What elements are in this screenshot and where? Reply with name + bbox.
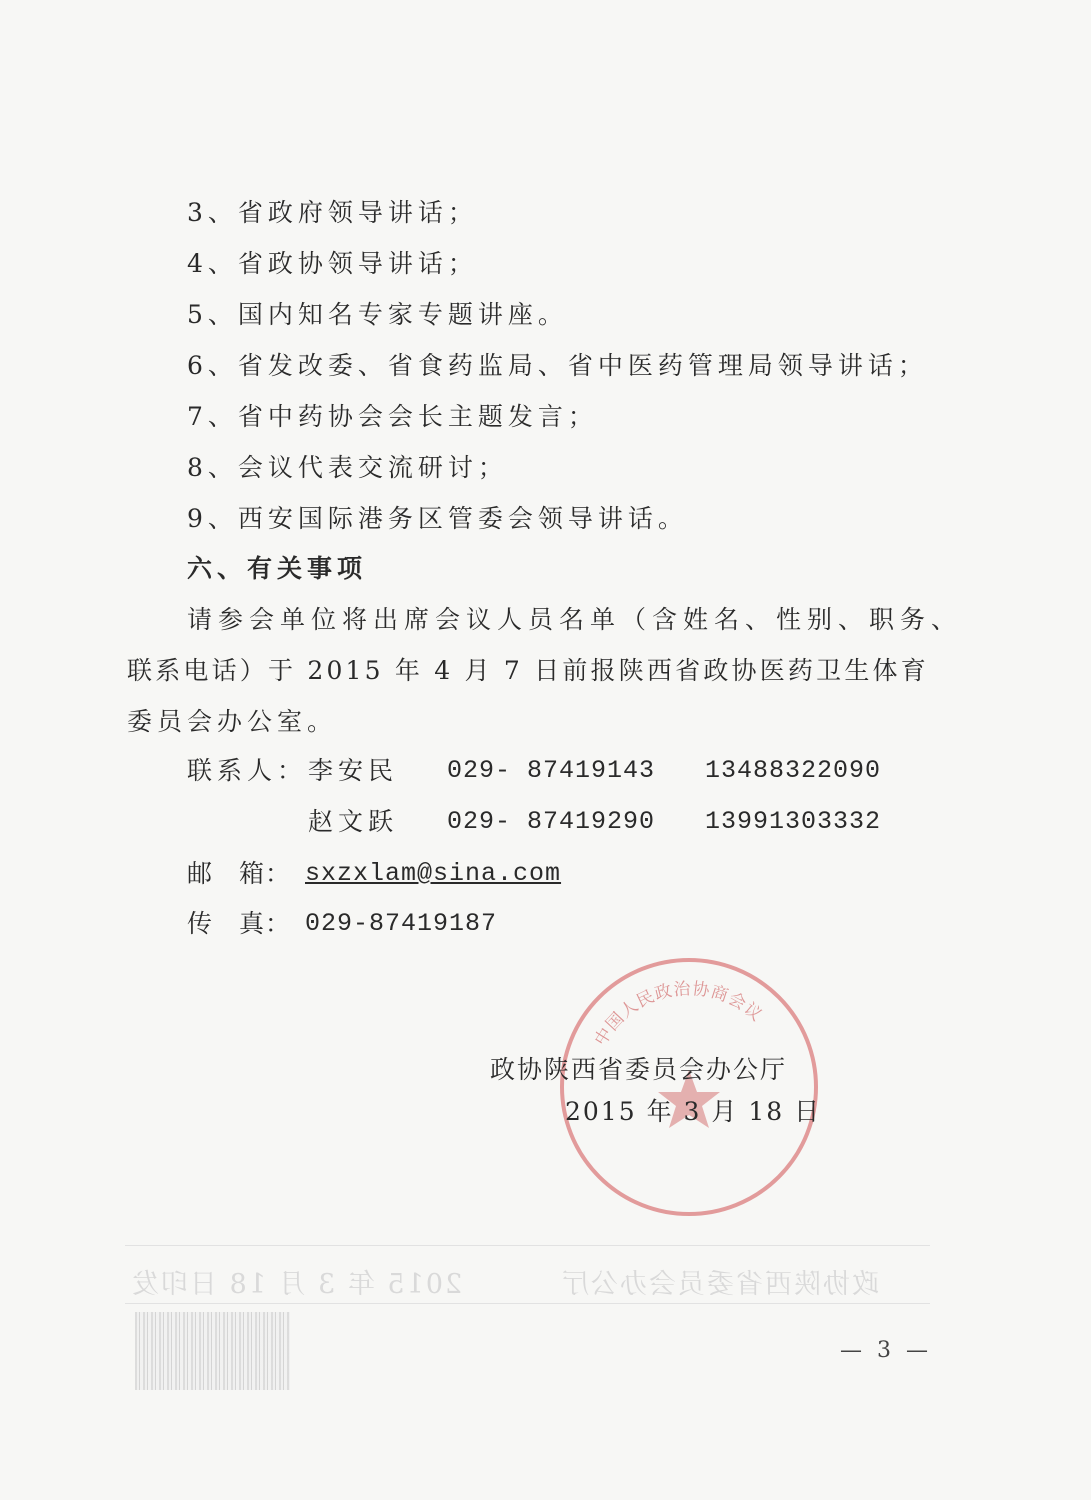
paragraph-line: 请参会单位将出席会议人员名单（含姓名、性别、职务、	[187, 605, 963, 634]
fax-label: 传 真：	[187, 909, 292, 938]
page-number: — 3 —	[840, 1338, 932, 1363]
contact-mobile: 13991303332	[705, 807, 882, 836]
agenda-item: 3、省政府领导讲话；	[187, 198, 478, 227]
paragraph-line: 联系电话）于 2015 年 4 月 7 日前报陕西省政协医药卫生体育	[127, 656, 929, 685]
bleed-through-date: 2015 年 3 月 18 日印发	[130, 1269, 463, 1300]
bleed-through-org: 政协陕西省委员会办公厅	[560, 1269, 879, 1300]
email-link[interactable]: sxzxlam@sina.com	[305, 859, 562, 888]
agenda-item: 8、会议代表交流研讨；	[187, 453, 508, 482]
email-label: 邮 箱：	[187, 859, 292, 888]
contact-phone: 029- 87419143	[447, 756, 656, 785]
agenda-item: 4、省政协领导讲话；	[187, 249, 478, 278]
agenda-item: 5、国内知名专家专题讲座。	[187, 300, 568, 329]
agenda-item: 7、省中药协会会长主题发言；	[187, 402, 598, 431]
contact-name: 李安民	[308, 756, 399, 785]
agenda-item: 6、省发改委、省食药监局、省中医药管理局领导讲话；	[187, 351, 928, 380]
agenda-item: 9、西安国际港务区管委会领导讲话。	[187, 504, 688, 533]
official-seal	[560, 958, 818, 1216]
divider	[125, 1303, 930, 1304]
section-heading: 六、有关事项	[187, 554, 368, 583]
contact-label: 联系人：	[187, 756, 308, 785]
signature-date: 2015 年 3 月 18 日	[565, 1097, 822, 1126]
paragraph-line: 委员会办公室。	[127, 707, 338, 736]
fax-number: 029-87419187	[305, 909, 498, 938]
svg-text:中国人民政治协商会议: 中国人民政治协商会议	[590, 979, 767, 1050]
signature-org: 政协陕西省委员会办公厅	[490, 1055, 788, 1084]
contact-mobile: 13488322090	[705, 756, 882, 785]
contact-name: 赵文跃	[308, 807, 399, 836]
contact-phone: 029- 87419290	[447, 807, 656, 836]
divider	[125, 1245, 930, 1246]
bleed-through-barcode	[135, 1312, 290, 1390]
